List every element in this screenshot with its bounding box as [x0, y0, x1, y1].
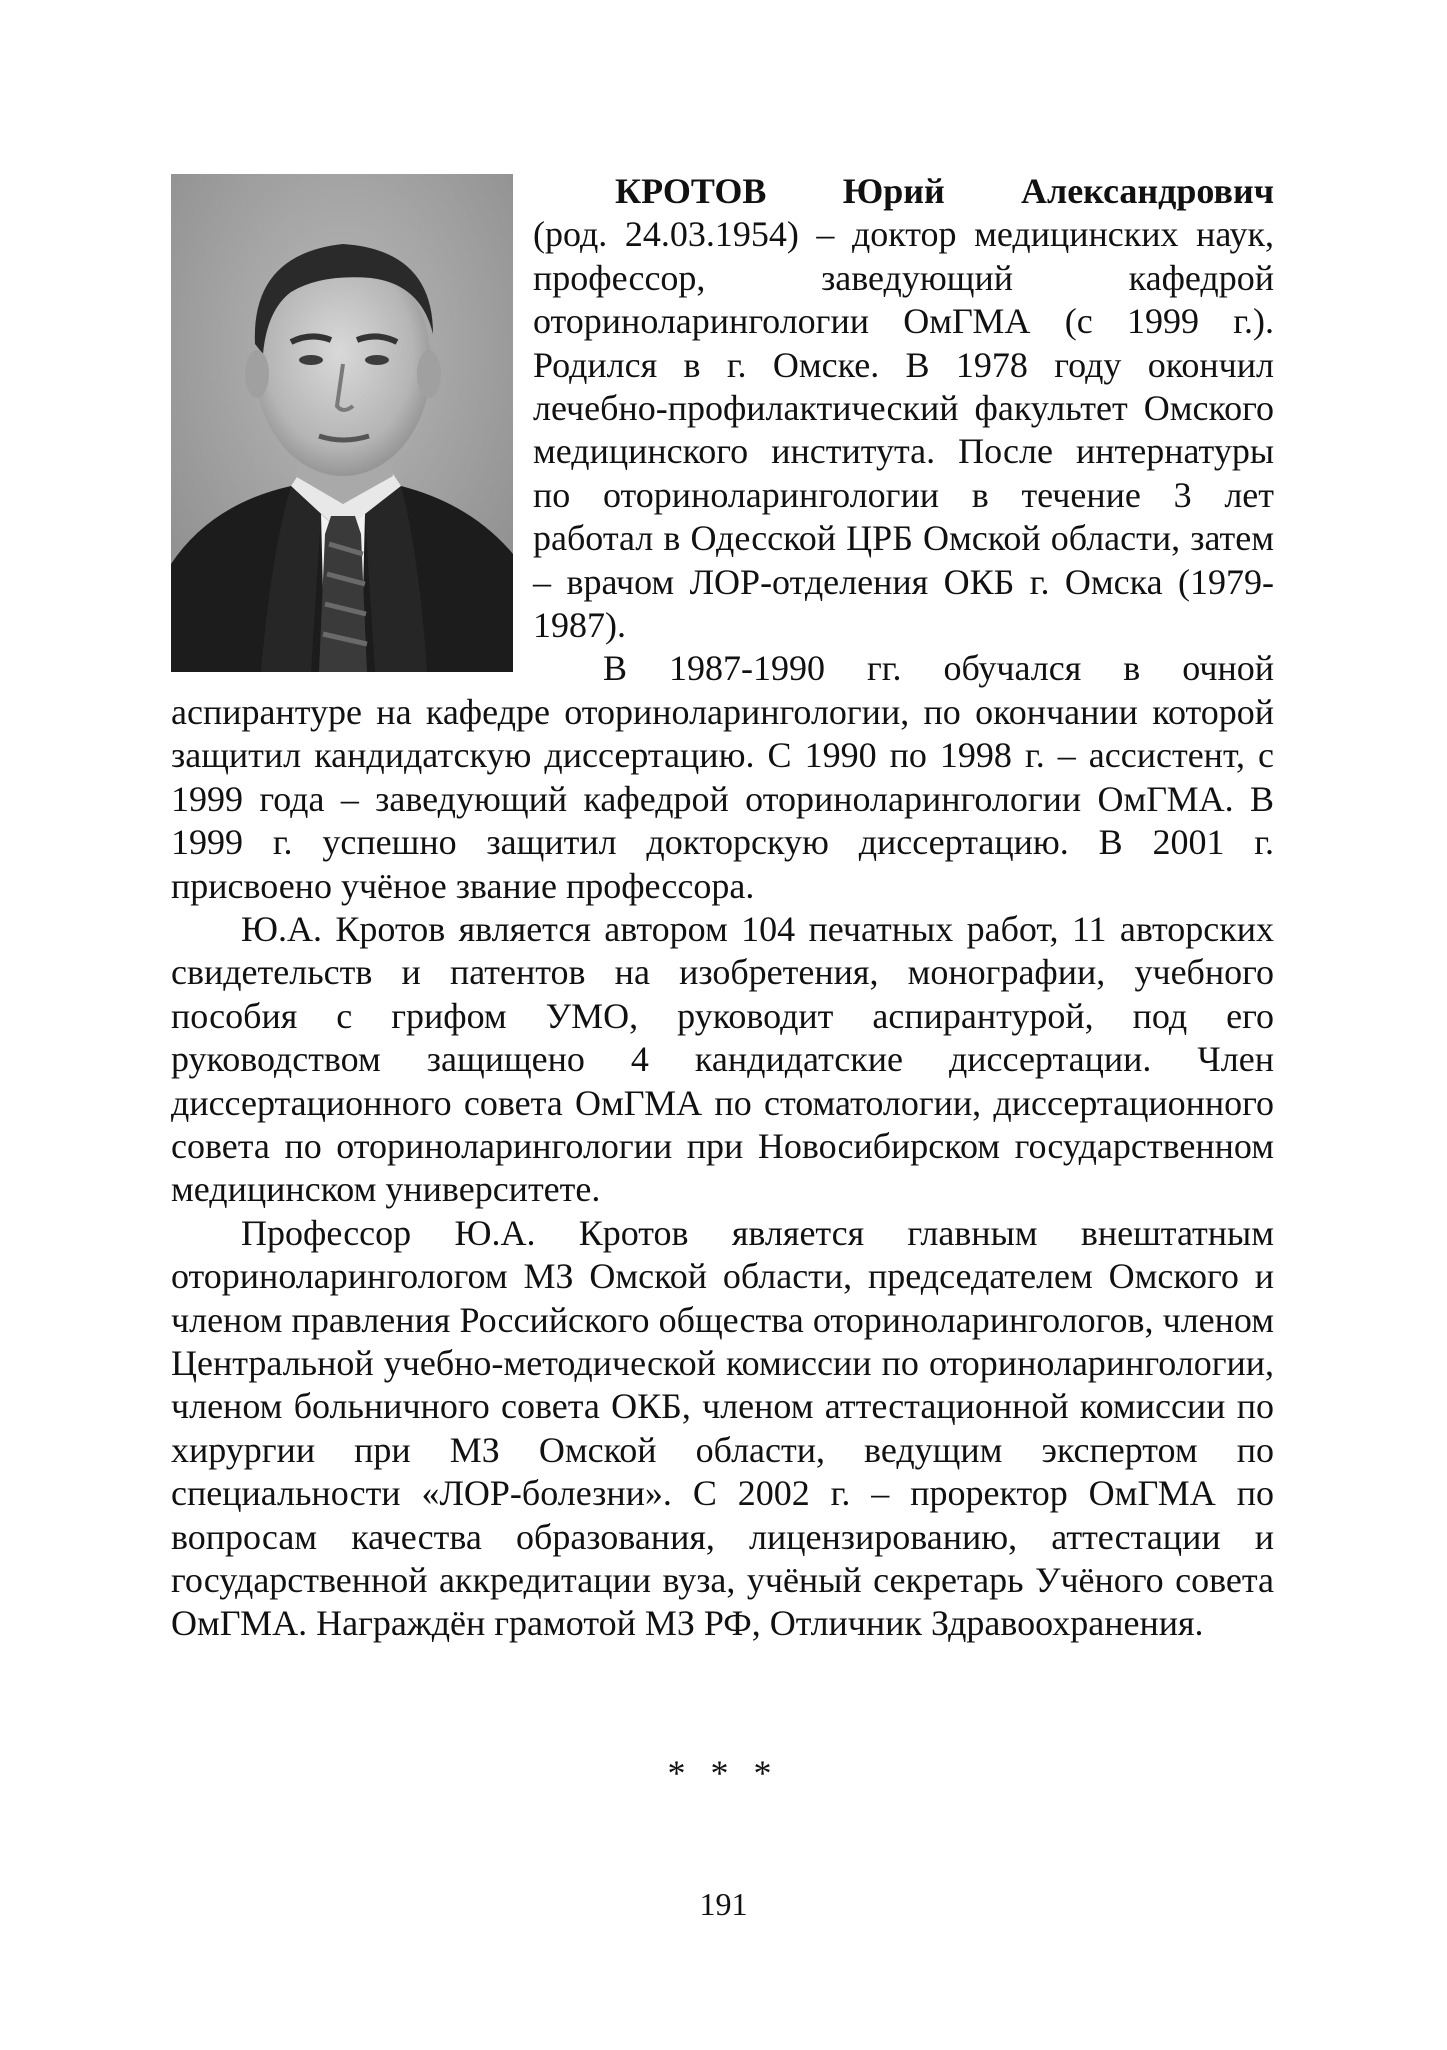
- portrait-illustration: [171, 174, 513, 672]
- paragraph-positions: Профессор Ю.А. Кротов является главным внештатным оториноларингологом МЗ Омской области, председателем Омского и членом правления Российского общества оториноларингологов, членом Центральной учебно-методической комиссии по оториноларингологии, членом больничного совета ОКБ, членом аттестационной комиссии по хирургии при МЗ Омской области, ведущим экспертом по специальности «ЛОР-болезни». С 2002 г. – проректор ОмГМА по вопросам качества образования, лицензированию, аттестации и государственной аккредитации вуза, учёный секретарь Учёного совета ОмГМА. Награждён грамотой МЗ РФ, Отличник Здравоохранения.: [171, 1212, 1274, 1644]
- intro-text: (род. 24.03.1954) – доктор медицинских наук, профессор, заведующий кафедрой оториноларингологии ОмГМА (с 1999 г.). Родился в г. Омске. В 1978 году окончил лечебно-профилактический факультет Омского медицинского института. После интернатуры по оториноларингологии в течение 3 лет работал в Одесской ЦРБ Омской области, затем – врачом ЛОР-отделения ОКБ г. Омска (1979-1987).: [533, 214, 1274, 646]
- page-number: 191: [699, 1886, 748, 1922]
- paragraph-publications: Ю.А. Кротов является автором 104 печатных работ, 11 авторских свидетельств и патентов на изобретения, монографии, учебного пособия с грифом УМО, руководит аспирантурой, под его руководством защищено 4 кандидатские диссертации. Член диссертационного совета ОмГМА по стоматологии, диссертационного совета по оториноларингологии при Новосибирском государственном медицинском университете.: [171, 908, 1274, 1210]
- person-name: КРОТОВ Юрий Александрович: [615, 171, 1274, 211]
- paragraph-education: В 1987-1990 гг. обучался в очной аспирантуре на кафедре оториноларингологии, по окончании которой защитил кандидатскую диссертацию. С 1990 по 1998 г. – ассистент, с 1999 года – заведующий кафедрой оториноларингологии ОмГМА. В 1999 г. успешно защитил докторскую диссертацию. В 2001 г. присвоено учёное звание профессора.: [171, 648, 1274, 906]
- portrait-photo: [171, 174, 513, 672]
- biography-text: [171, 170, 1274, 1646]
- section-separator: * * *: [667, 1753, 780, 1793]
